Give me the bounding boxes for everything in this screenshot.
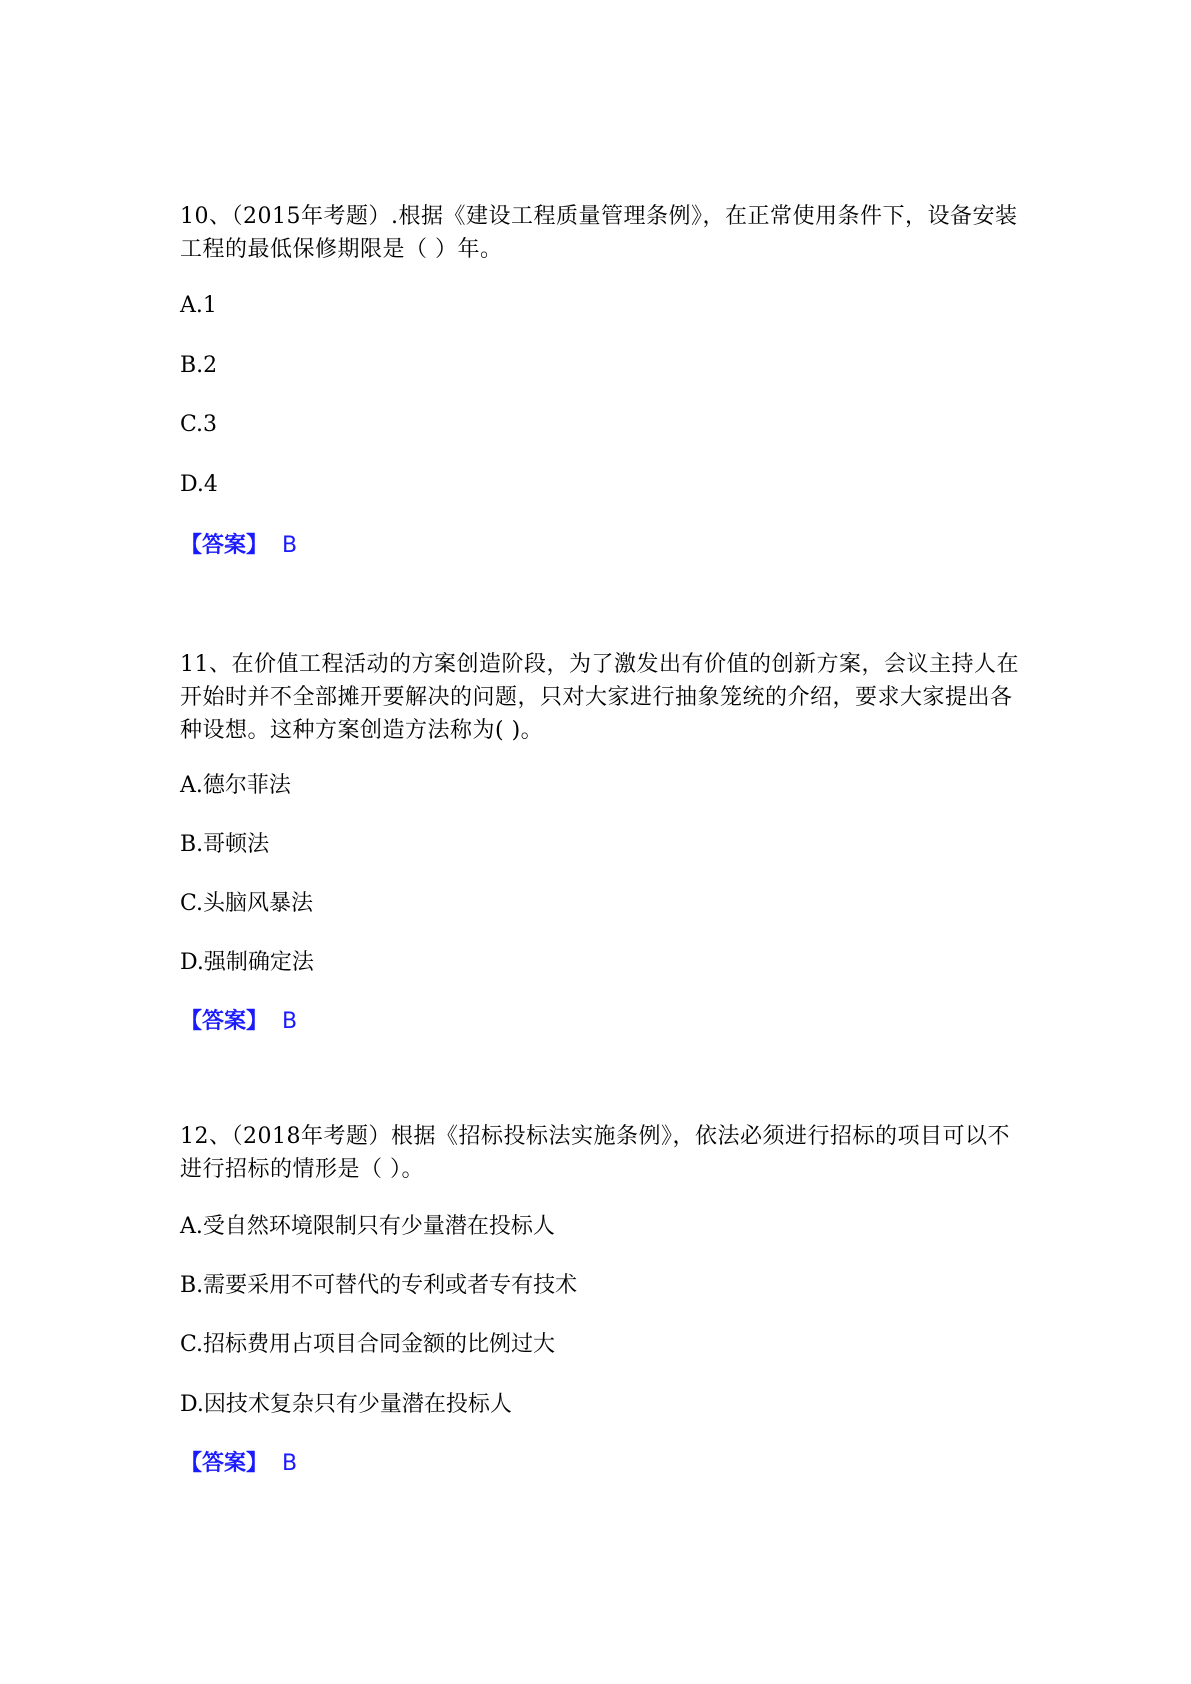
option-a: A.1 bbox=[180, 293, 217, 318]
option-a: A.德尔菲法 bbox=[180, 773, 291, 798]
answer-line bbox=[180, 530, 297, 561]
option-b: B.2 bbox=[180, 353, 218, 378]
option-c: C.招标费用占项目合同金额的比例过大 bbox=[180, 1332, 556, 1357]
question-stem: 11、在价值工程活动的方案创造阶段，为了激发出有价值的创新方案，会议主持人在开始时并不全部摊开要解决的问题，只对大家进行抽象笼统的介绍，要求大家提出各种设想。这种方案创造方法称为( )。 bbox=[180, 652, 1019, 743]
answer-value: B bbox=[282, 1451, 298, 1476]
option-b: B.需要采用不可替代的专利或者专有技术 bbox=[180, 1273, 578, 1298]
answer-label: 【答案】 bbox=[180, 1008, 269, 1034]
option-d: D.因技术复杂只有少量潜在投标人 bbox=[180, 1392, 512, 1417]
option-c: C.3 bbox=[180, 412, 218, 437]
option-c: C.头脑风暴法 bbox=[180, 891, 314, 916]
answer-label: 【答案】 bbox=[180, 1450, 269, 1476]
answer-label: 【答案】 bbox=[180, 532, 269, 558]
question-stem: 10、（2015年考题）.根据《建设工程质量管理条例》，在正常使用条件下，设备安装工程的最低保修期限是（ ）年。 bbox=[180, 204, 1018, 262]
answer-value: B bbox=[282, 533, 298, 558]
question-11 bbox=[180, 648, 1020, 1034]
option-b: B.哥顿法 bbox=[180, 832, 270, 857]
option-d: D.4 bbox=[180, 472, 218, 497]
option-d: D.强制确定法 bbox=[180, 950, 314, 975]
answer-line bbox=[180, 1448, 297, 1479]
question-10 bbox=[180, 200, 1020, 558]
answer-line bbox=[180, 1006, 297, 1037]
option-a: A.受自然环境限制只有少量潜在投标人 bbox=[180, 1214, 555, 1239]
question-stem: 12、（2018年考题）根据《招标投标法实施条例》，依法必须进行招标的项目可以不进行招标的情形是（ ）。 bbox=[180, 1124, 1010, 1182]
answer-value: B bbox=[282, 1009, 298, 1034]
question-12 bbox=[180, 1120, 1020, 1476]
